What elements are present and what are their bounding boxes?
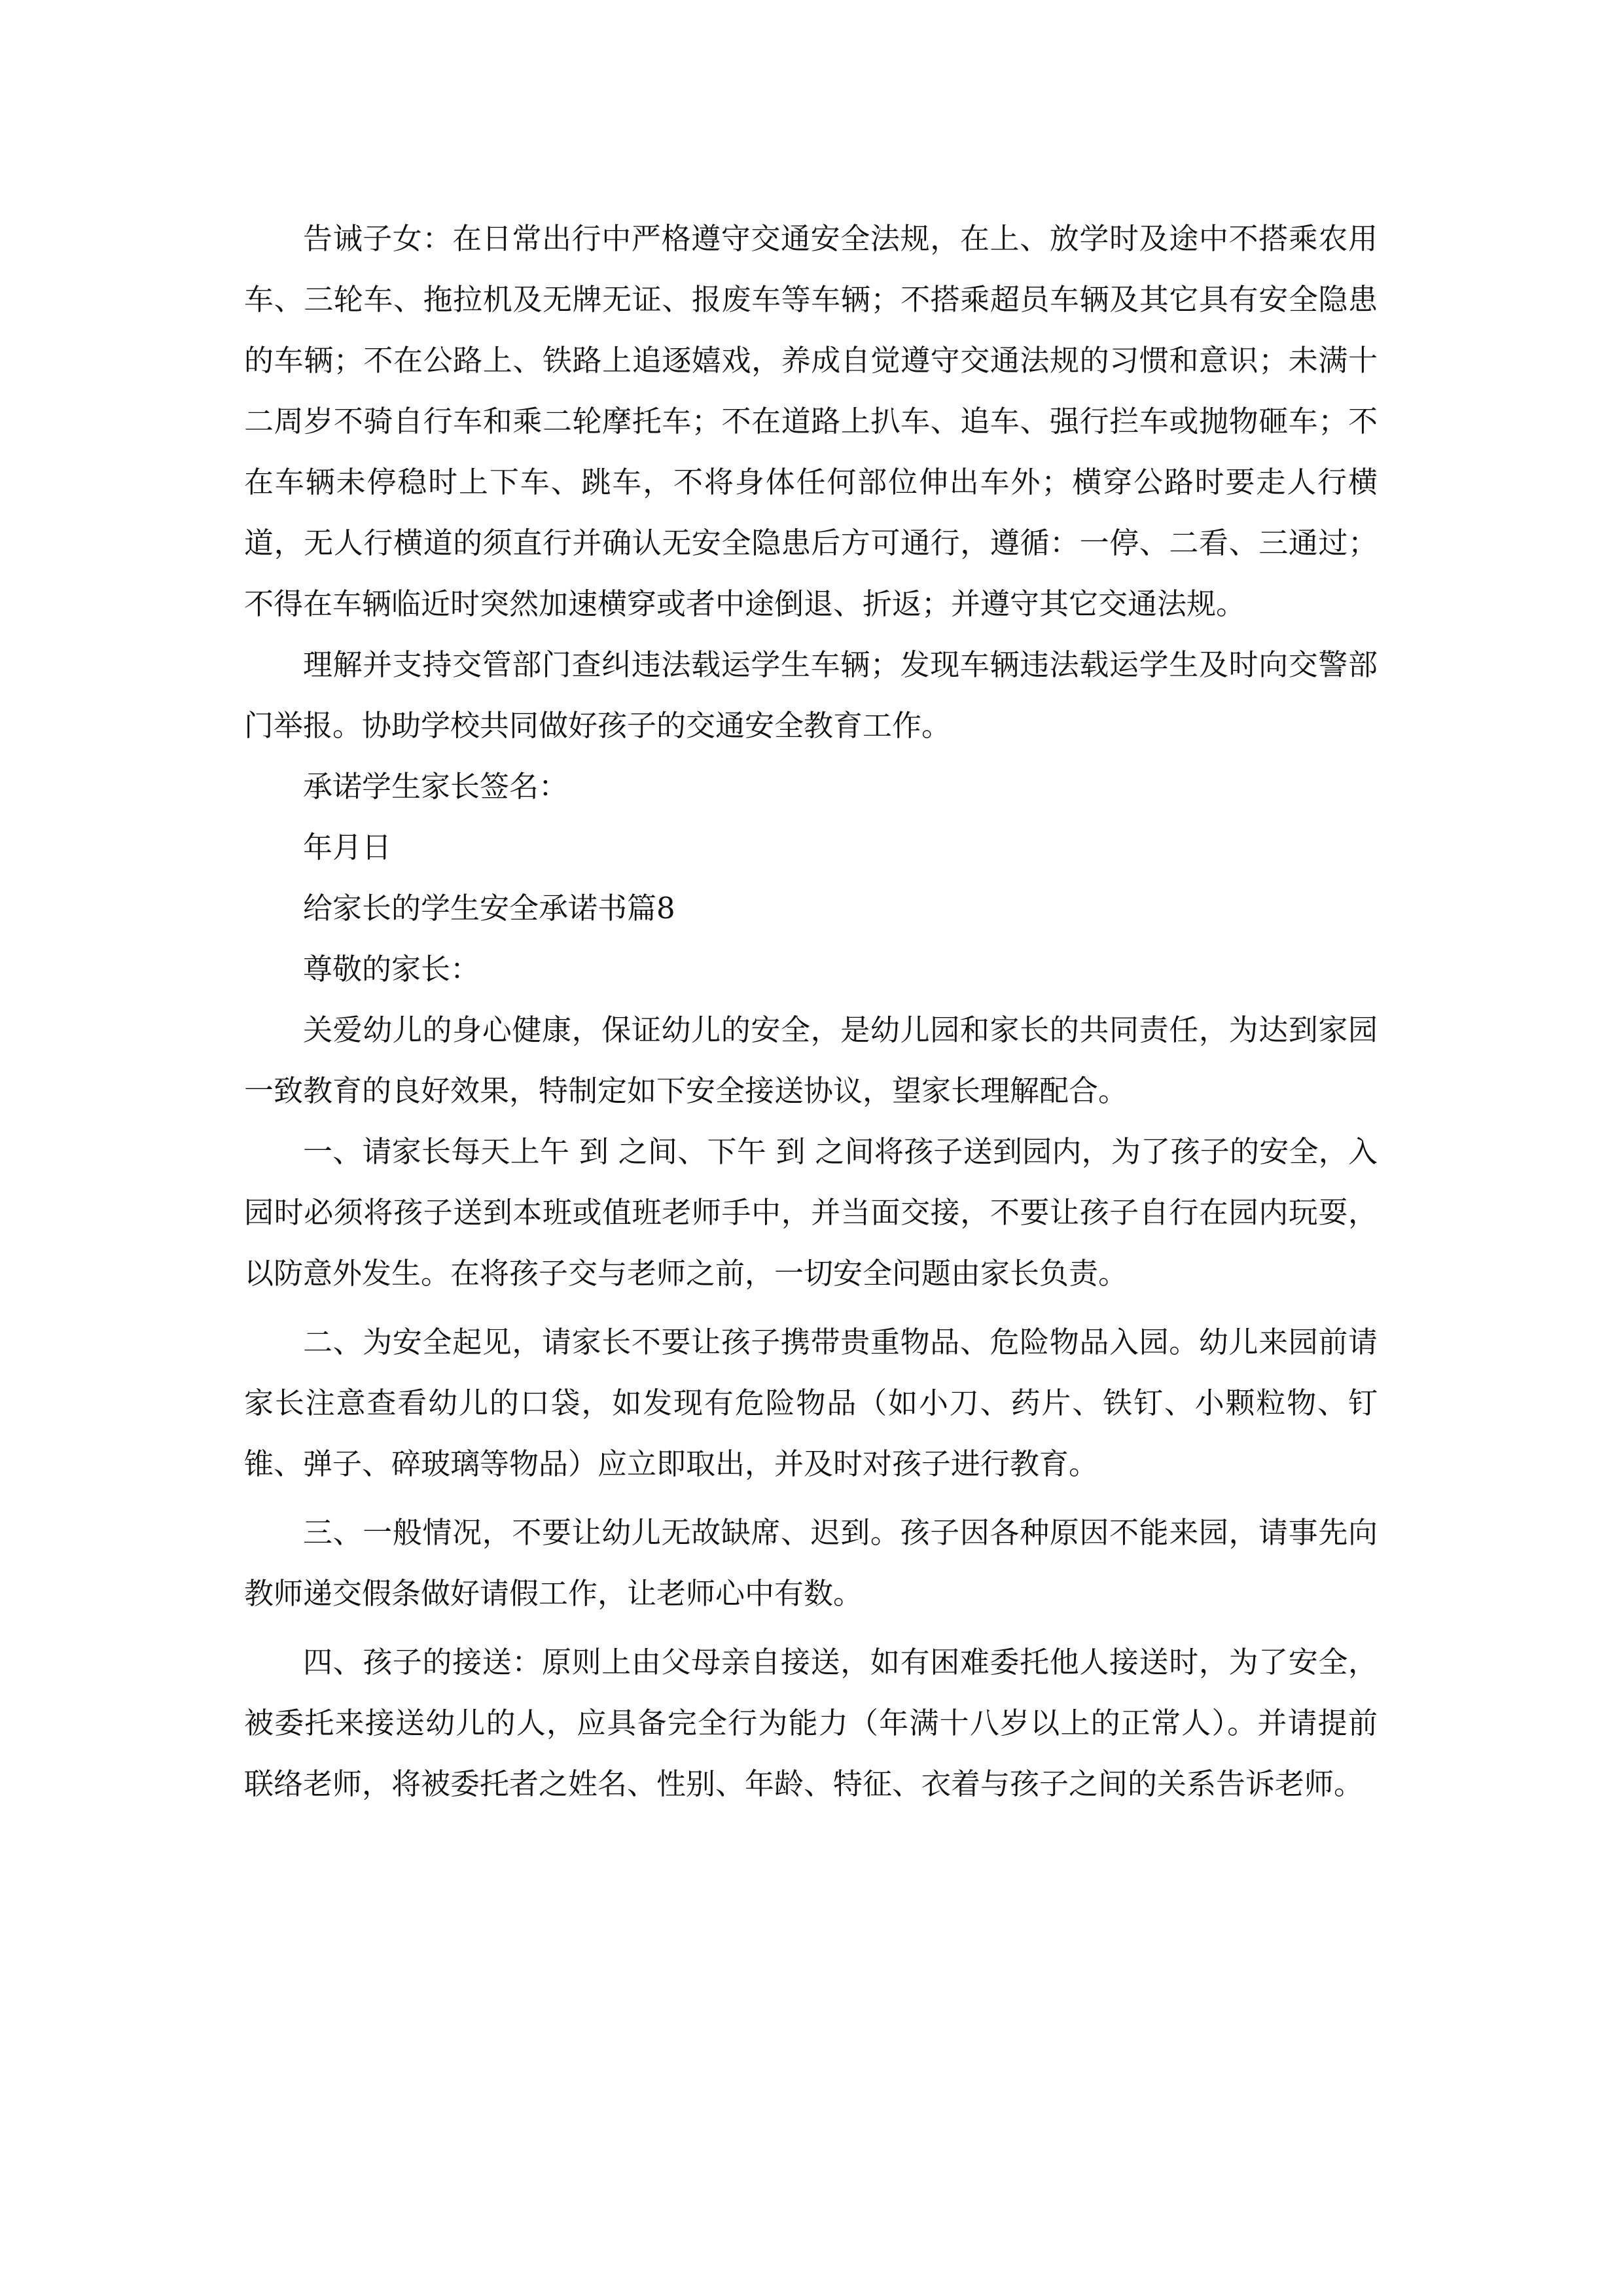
salutation: 尊敬的家长： [303, 952, 480, 986]
paragraph-item-2: 二、为安全起见，请家长不要让孩子携带贵重物品、危险物品入园。幼儿来园前请家长注意查看幼儿的口袋，如发现有危险物品（如小刀、药片、铁钉、小颗粒物、钉锥、弹子、碎玻璃等物品）应立即取出，并及时对孩子进行教育。 [244, 1325, 1378, 1481]
section-title: 给家长的学生安全承诺书篇8 [303, 891, 675, 925]
paragraph-date: 年月日 [303, 830, 392, 865]
paragraph-item-4: 四、孩子的接送：原则上由父母亲自接送，如有困难委托他人接送时，为了安全，被委托来接送幼儿的人，应具备完全行为能力（年满十八岁以上的正常人）。并请提前联络老师，将被委托者之姓名、性别、年龄、特征、衣着与孩子之间的关系告诉老师。 [244, 1645, 1378, 1801]
paragraph-parent-signature: 承诺学生家长签名： [303, 769, 569, 804]
paragraph-item-1: 一、请家长每天上午 到 之间、下午 到 之间将孩子送到园内，为了孩子的安全，入园时必须将孩子送到本班或值班老师手中，并当面交接，不要让孩子自行在园内玩耍，以防意外发生。在将孩子交与老师之前，一切安全问题由家长负责。 [244, 1134, 1378, 1291]
document-page [244, 208, 1378, 1814]
paragraph-item-3: 三、一般情况，不要让幼儿无故缺席、迟到。孩子因各种原因不能来园，请事先向教师递交假条做好请假工作，让老师心中有数。 [244, 1515, 1378, 1611]
paragraph-traffic-rules: 告诫子女：在日常出行中严格遵守交通安全法规，在上、放学时及途中不搭乘农用车、三轮车、拖拉机及无牌无证、报废车等车辆；不搭乘超员车辆及其它具有安全隐患的车辆；不在公路上、铁路上追逐嬉戏，养成自觉遵守交通法规的习惯和意识；未满十二周岁不骑自行车和乘二轮摩托车；不在道路上扒车、追车、强行拦车或抛物砸车；不在车辆未停稳时上下车、跳车，不将身体任何部位伸出车外；横穿公路时要走人行横道，无人行横道的须直行并确认无安全隐患后方可通行，遵循：一停、二看、三通过；不得在车辆临近时突然加速横穿或者中途倒退、折返；并遵守其它交通法规。 [244, 221, 1378, 621]
paragraph-support-traffic-police: 理解并支持交管部门查纠违法载运学生车辆；发现车辆违法载运学生及时向交警部门举报。协助学校共同做好孩子的交通安全教育工作。 [244, 647, 1378, 743]
paragraph-intro: 关爱幼儿的身心健康，保证幼儿的安全，是幼儿园和家长的共同责任，为达到家园一致教育的良好效果，特制定如下安全接送协议，望家长理解配合。 [244, 1013, 1378, 1108]
